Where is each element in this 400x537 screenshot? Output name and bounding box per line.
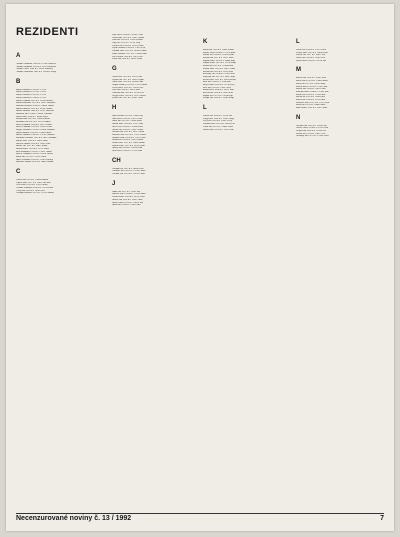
list-item: Bohuš Josef 1928 KV 16001 Jirka bbox=[16, 139, 48, 142]
list-item: Král Jan 1930 KV 13704 Král bbox=[203, 81, 231, 84]
section-letter: C bbox=[16, 169, 21, 175]
list-item: Kaplan Josef 1923 KV 14008 Kap bbox=[203, 59, 235, 62]
column-3 bbox=[203, 34, 289, 131]
list-item: Balcák Miroslav 1915 KV 16627 Miroslav bbox=[16, 102, 56, 105]
list-item: Lacina Jan 1926 KV 15110 Lac bbox=[203, 115, 233, 118]
list-item: Brabec Jiří 1927 KV 14412 Sokol bbox=[16, 145, 48, 148]
list-item: Bahyl František 1925 KV 12378 bbox=[16, 94, 46, 97]
list-item: Gaspar Ondrej 1925 KV 13221 Ondra bbox=[112, 83, 148, 86]
list-item: Moravec Josef 1927 KV 12112 Mor bbox=[296, 101, 330, 104]
section-letter: A bbox=[16, 53, 21, 59]
list-item: Kadlec Josef 1924 KV 12216 Kadl bbox=[203, 51, 236, 54]
list-item: Chvátal Petr 1923 KV 16015 Chvát bbox=[112, 173, 145, 176]
list-item: Frič Zdeněk 1930 KV 15633 Frič bbox=[112, 55, 143, 58]
list-item: Kříž Jan 1925 KV 15007 Kříž bbox=[203, 86, 231, 89]
list-item: Adamec Bohumil 1906 PZ 19120 Albrecht bbox=[16, 63, 56, 65]
list-item: Beneš Vladimír 1929 KV 16659 Teofil bbox=[16, 126, 52, 129]
section-letter: H bbox=[112, 105, 117, 112]
list-item: Lehký Josef 1925 KV 13008 Lehk bbox=[296, 51, 328, 54]
section-letter: J bbox=[112, 180, 116, 187]
list-item: Kupka Jiří 1927 KV 12814 Kup bbox=[203, 94, 233, 97]
column-2 bbox=[112, 34, 198, 207]
list-item: Galla Josef 1926 KV 16904 Galla bbox=[112, 81, 144, 84]
list-item: Jelínek Karel 1928 KV 16710 Jelen bbox=[112, 196, 145, 199]
list-item: Marek Karel 1925 KV 13307 Mar bbox=[296, 85, 328, 88]
list-item: Bartošek Jan 1910 KV 18050 Teuchner bbox=[16, 112, 53, 115]
list-item: Bulín Jan 1927 KV 19122 Šebek bbox=[16, 155, 47, 158]
list-item: Brázda Karel 1924 KV 13711 Karel bbox=[16, 147, 50, 150]
list-item: Macek Jan 1929 KV 15101 Mac bbox=[296, 77, 326, 80]
list-item: Kabát Jan 1926 KV 15402 Kabát bbox=[203, 49, 234, 51]
list-item: Fojtík Antonín 1928 KV 13021 Fojt bbox=[112, 47, 146, 50]
list-item: Novák Jiří 1923 KV 14817 Nov bbox=[296, 132, 326, 135]
list-item: Bohuslav Ladislav 1929 KV 14213 Bohdan bbox=[16, 137, 57, 140]
list-item: Adamec Bronislav 1909 KV 15904 Z Rony bbox=[16, 71, 57, 74]
list-item: Jiráček Josef 1922 KV 14612 Jira bbox=[112, 201, 144, 204]
list-item: Linhart Karel 1925 KV 14018 Lin bbox=[203, 123, 235, 126]
list-item: Liška Jan 1927 KV 13402 Liška bbox=[203, 125, 233, 128]
list-item: Mazal Jan 1926 KV 15918 Maz bbox=[296, 93, 326, 96]
list-item: Konečný Jiří 1924 KV 12411 Kon bbox=[203, 73, 235, 76]
list-item: Kalina Jiří 1928 KV 16103 Kalin bbox=[203, 54, 234, 57]
list-item: Hájek Milan 1925 KV 15803 Háj bbox=[112, 115, 143, 118]
list-item: Nešpor Jan 1928 KV 12504 Neš bbox=[296, 130, 326, 133]
list-item: Mikeš Jan 1930 KV 16710 Mik bbox=[296, 98, 326, 101]
list-item: Bahyl Vladimír 1916 KV 16950 Mirosl. bbox=[16, 99, 53, 102]
list-item: Kubát Josef 1928 KV 14212 Kub bbox=[203, 89, 234, 92]
section-letter: G bbox=[112, 65, 117, 72]
list-item: Janda Jan 1927 KV 15203 Jan bbox=[112, 190, 140, 193]
list-item: Kovář Josef 1922 KV 16209 Kovář bbox=[203, 78, 236, 81]
list-item: Bakolka Jaroslav 1930 KV 14008 Tomáš bbox=[16, 104, 54, 107]
list-item: Fiala Karel 1923 KV 12011 Honza bbox=[112, 36, 145, 39]
list-item: Bouček Eduard 1930 KV 13816 Jena bbox=[16, 142, 51, 145]
list-item: Jurák Jan 1930 KV 12905 Jura bbox=[112, 204, 141, 207]
list-item: Bašek Josef 1926 KV 16008 Jozef bbox=[16, 115, 48, 118]
list-item: Mašek Jan 1928 KV 14611 Maš bbox=[296, 88, 326, 91]
list-item: Barák Ladislav 1925 KV 16138 Gustáv bbox=[16, 107, 53, 110]
list-item: Blažek Jaroslav 1920 KV 13913 Gablíček bbox=[16, 134, 55, 137]
list-item: Bednář Ivan 1925 KV 12489 Zahoni bbox=[16, 118, 50, 121]
list-item: Bartoš Jaroslav 1909 KV 13747 Ribéčák bbox=[16, 110, 54, 113]
list-item: Bahyl František 1939 KV 12274 bbox=[16, 88, 46, 91]
list-item: Klíma Jan 1925 KV 15304 Klím bbox=[203, 65, 234, 68]
list-item: Horník Pavel 1922 KV 16503 Horn bbox=[112, 144, 145, 147]
list-item: Hála Josef 1929 KV 14317 Hala bbox=[112, 117, 142, 120]
list-item: Kučera Jan 1924 KV 16601 Kuč bbox=[203, 92, 234, 94]
list-item: Lorenc Jiří 1927 KV 16415 Lor bbox=[296, 54, 326, 57]
list-item: Chalupa Jaroslav 1927 KV 12516 Šimon bbox=[16, 192, 54, 195]
list-item: Němec Josef 1924 KV 16113 Něm bbox=[296, 127, 329, 130]
list-item: Krejčí Karel 1926 KV 12318 Krej bbox=[203, 83, 235, 86]
list-item: Janeček Josef 1924 KV 12418 Jánek bbox=[112, 193, 146, 196]
list-item: Filip Jiří 1925 KV 12718 Filip bbox=[112, 42, 141, 45]
newspaper-page bbox=[6, 4, 394, 531]
list-item: Forman Josef 1922 KV 14506 Forma bbox=[112, 50, 147, 53]
footer-divider bbox=[16, 513, 384, 514]
list-item: Bureš Vlastimil 1928 KV 12001 Brezny bbox=[16, 158, 53, 161]
section-letter: L bbox=[203, 105, 207, 112]
list-item: Lukeš Jan 1924 KV 12603 Luk bbox=[296, 57, 325, 60]
list-item: Glas Jan 1930 KV 14311 Sklo bbox=[112, 89, 140, 92]
list-item: Mráz Jan 1925 KV 14406 Mráz bbox=[296, 104, 326, 107]
list-item: Čech Karel 1929 KV 13622 Mach bbox=[16, 184, 48, 187]
list-item: Fajfr Josef 1928 KV 16182 Cesar bbox=[112, 34, 143, 36]
section-letter: CH bbox=[112, 157, 121, 164]
list-item: Bahyl František 1914 KV 12378 bbox=[16, 96, 46, 99]
list-item: Frank Jaroslav 1927 KV 12204 Frank bbox=[112, 52, 147, 55]
list-item: Halík Jan 1927 KV 12906 Halík bbox=[112, 120, 142, 123]
list-item: Kocián Jan 1928 KV 13102 Koc bbox=[203, 70, 234, 73]
list-item: Matějka Josef 1924 KV 12205 Mat bbox=[296, 90, 329, 93]
list-item: Čapek Josef 1917 KV 12007 Jiří Buh bbox=[16, 181, 51, 184]
list-item: Kobza Josef 1926 KV 16817 Kobz bbox=[203, 67, 236, 70]
list-item: Lysák Josef 1926 KV 14714 Lys bbox=[296, 59, 327, 62]
list-item: Gregor Pavel 1926 KV 13315 Řehoř bbox=[112, 94, 146, 97]
list-item: Kaluža Jan 1927 KV 13511 Kalu bbox=[203, 57, 234, 60]
list-item: Chmelař Jan 1929 KV 13314 Chmel bbox=[112, 170, 146, 173]
list-item: Adamec Josef 1906 KV 16950 Vinkový bbox=[16, 68, 53, 71]
list-item: Bednářek Jan 1913 KV 18152 Bartoš bbox=[16, 121, 51, 123]
list-item: Kašpar Karel 1929 KV 12706 Kašp bbox=[203, 62, 236, 65]
section-letter: B bbox=[16, 78, 21, 85]
list-item: Čadek Jan 1925 KV 15008 Ramon bbox=[16, 179, 49, 181]
section-letter: N bbox=[296, 114, 301, 121]
list-item: Beneš Lubomír 1934 KV 16113 Lubor bbox=[16, 123, 52, 126]
page-title: REZIDENTI bbox=[16, 26, 79, 38]
list-item: Fuchs Jan 1924 KV 14102 Liška bbox=[112, 58, 143, 61]
list-item: Chalupa Jiří 1925 KV 14908 Chal bbox=[112, 167, 144, 170]
list-item: Čermák František 1928 KV 12218 Klim bbox=[16, 187, 54, 190]
list-item: Hůla Josef 1926 KV 12112 Hůla bbox=[112, 150, 143, 152]
column-1 bbox=[16, 48, 102, 195]
list-item: Adamec Bohumil 1924 KV 12514 Emerich bbox=[16, 65, 56, 68]
list-item: Horák Josef 1927 KV 13409 Horák bbox=[112, 141, 145, 144]
list-item: Fiala Jan 1926 KV 15302 Zeman bbox=[112, 39, 143, 42]
list-item: Gruber Jiří 1921 KV 16201 Grub bbox=[112, 97, 143, 100]
list-item: Gába Jozef 1929 KV 12110 Gab bbox=[112, 75, 142, 78]
list-item: Musil Karel 1929 KV 15015 Mus bbox=[296, 107, 328, 109]
list-item: Havel Petr 1928 KV 16108 Havel bbox=[112, 125, 144, 128]
list-item: Berger Ladislav 1913 KV 18908 Tomášek bbox=[16, 129, 55, 132]
section-letter: L bbox=[296, 39, 300, 45]
list-item: Hloušek Karel 1930 KV 15101 Hloš bbox=[112, 136, 146, 139]
list-item: Bahyl František 1927 KV 12256 bbox=[16, 91, 46, 94]
page-number: 7 bbox=[380, 515, 384, 522]
list-item: Bláha Jaroslav 1926 KV 15850 Dusek bbox=[16, 131, 52, 134]
list-item: Lukáš Josef 1922 KV 12916 Luk bbox=[203, 128, 234, 131]
list-item: Gajdoš Jan 1927 KV 15810 Gajda bbox=[112, 78, 144, 81]
footer-publication: Necenzurované noviny č. 13 / 1992 bbox=[16, 515, 132, 522]
list-item: Brož Bohuslav 1919 KV 15433 Tomas bbox=[16, 150, 52, 153]
list-item: Navrátil Jan 1926 KV 13208 Nav bbox=[296, 124, 327, 127]
list-item: Lang Josef 1924 KV 12503 Lang bbox=[203, 117, 234, 120]
list-item: Havlík Jiří 1926 KV 12007 Havla bbox=[112, 128, 144, 131]
list-item: Novotný Jan 1927 KV 15309 Novo bbox=[296, 135, 329, 138]
section-letter: M bbox=[296, 67, 301, 74]
list-item: Hrubý Jan 1928 KV 14708 Hrub bbox=[112, 147, 143, 150]
list-item: Mička Jiří 1922 KV 13403 Mič bbox=[296, 96, 325, 99]
list-item: Malý Jan 1927 KV 16016 Malý bbox=[296, 82, 326, 85]
list-item: Jirásek Jan 1926 KV 13021 Jirák bbox=[112, 198, 143, 201]
list-item: Buriánek Otakar 1926 KV 14401 Bohun bbox=[16, 161, 54, 164]
list-item: Fischer Jan 1924 KV 16702 Franz bbox=[112, 44, 144, 47]
list-item: Holub Jan 1924 KV 12815 Holub bbox=[112, 139, 144, 142]
list-item: Kvapil Jan 1923 KV 13906 Kvap bbox=[203, 97, 234, 100]
section-letter: K bbox=[203, 39, 208, 45]
list-item: Gottwald Jan 1928 KV 12708 Got bbox=[112, 92, 144, 94]
list-item: Levý Jan 1929 KV 16207 Levý bbox=[203, 120, 232, 123]
list-item: Kopecký Jan 1927 KV 14915 Kop bbox=[203, 75, 235, 78]
column-4 bbox=[296, 34, 382, 138]
list-item: Buček Vladimír 1922 KV 16018 Vaclav bbox=[16, 153, 53, 156]
list-item: Černý Jan 1920 KV 14903 Petr bbox=[16, 189, 45, 192]
list-item: Heřman Jan 1923 KV 14215 Heřm bbox=[112, 131, 145, 134]
list-item: Gerža Jozef 1923 KV 17018 Gerž bbox=[112, 86, 144, 89]
list-item: Mach Josef 1923 KV 12809 Mach bbox=[296, 80, 328, 83]
list-item: Hlaváček Jan 1925 KV 17012 Hlava bbox=[112, 133, 146, 136]
list-item: Hanák Josef 1924 KV 13511 Han bbox=[112, 123, 143, 126]
list-item: Lacko Jan 1928 KV 15212 Lack bbox=[296, 49, 326, 51]
